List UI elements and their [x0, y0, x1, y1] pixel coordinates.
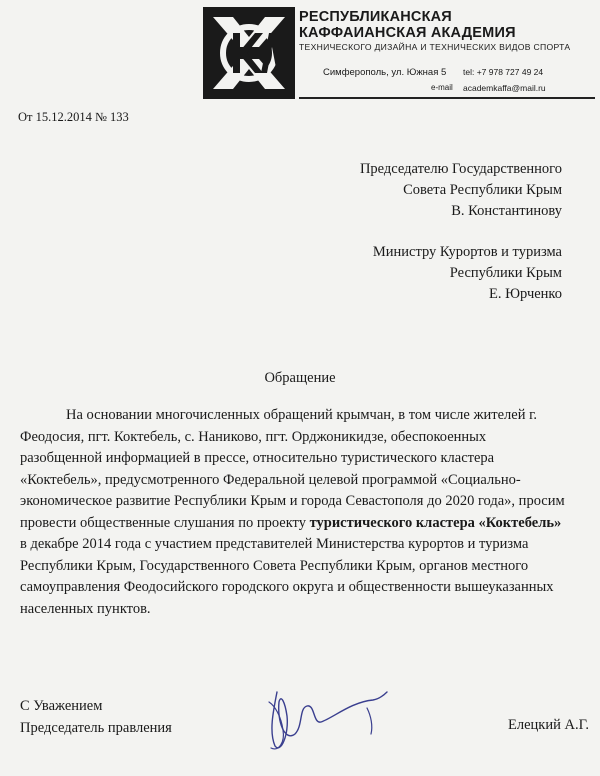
academy-name-line3: ТЕХНИЧЕСКОГО ДИЗАЙНА И ТЕХНИЧЕСКИХ ВИДОВ СПОРТА: [299, 42, 571, 52]
closing-greeting: С Уважением: [20, 698, 103, 714]
body-bold-project: туристического кластера «Коктебель»: [309, 514, 562, 531]
handwritten-signature: [255, 672, 395, 756]
body-paragraph: [20, 405, 568, 620]
addressee-line: Е. Юрченко: [489, 286, 562, 302]
letter-body: [20, 405, 568, 620]
closing-position: Председатель правления: [20, 720, 172, 736]
academy-name-line1: РЕСПУБЛИКАНСКАЯ: [299, 9, 452, 25]
addressee-chairman: [360, 159, 562, 222]
academy-address: Симферополь, ул. Южная 5: [323, 67, 447, 78]
addressee-minister: [373, 242, 562, 305]
academy-logo: [203, 7, 295, 99]
addressee-line: Председателю Государственного: [359, 161, 562, 177]
academy-phone: tel: +7 978 727 49 24: [463, 67, 544, 77]
body-text-part2: в декабре 2014 года с участием представителей Министерства курортов и туризма Республики Крым, Государственного Совета Республики Крым, органов местного самоуправления Феодосийского городского округа и общественности вышеуказанных населенных пунктов.: [20, 536, 554, 617]
academy-email: academkaffa@mail.ru: [463, 83, 546, 93]
email-label: e-mail: [431, 83, 453, 92]
body-text-part1: На основании многочисленных обращений крымчан, в том числе жителей г. Феодосия, пгт. Коктебель, с. Наниково, пгт. Орджоникидзе, обеспокоенных разобщенной информацией в прессе, относительно туристического кластера «Коктебель», предусмотренного Федеральной целевой программой «Социально-экономическое развитие Республики Крым и города Севастополя до 2020 года», просим провести общественные слушания по проекту: [20, 407, 565, 531]
document-number: От 15.12.2014 № 133: [18, 110, 129, 124]
signer-name: Елецкий А.Г.: [508, 717, 589, 733]
addressee-line: Республики Крым: [449, 265, 562, 281]
academy-name-line2: КАФФАИАНСКАЯ АКАДЕМИЯ: [299, 25, 516, 41]
letterhead: [203, 7, 595, 99]
addressee-line: В. Константинову: [451, 203, 562, 219]
letter-title: Обращение: [264, 370, 336, 386]
closing-block: [20, 695, 172, 739]
addressee-line: Совета Республики Крым: [403, 182, 562, 198]
addressee-line: Министру Курортов и туризма: [372, 244, 562, 260]
letterhead-divider: [299, 97, 595, 99]
